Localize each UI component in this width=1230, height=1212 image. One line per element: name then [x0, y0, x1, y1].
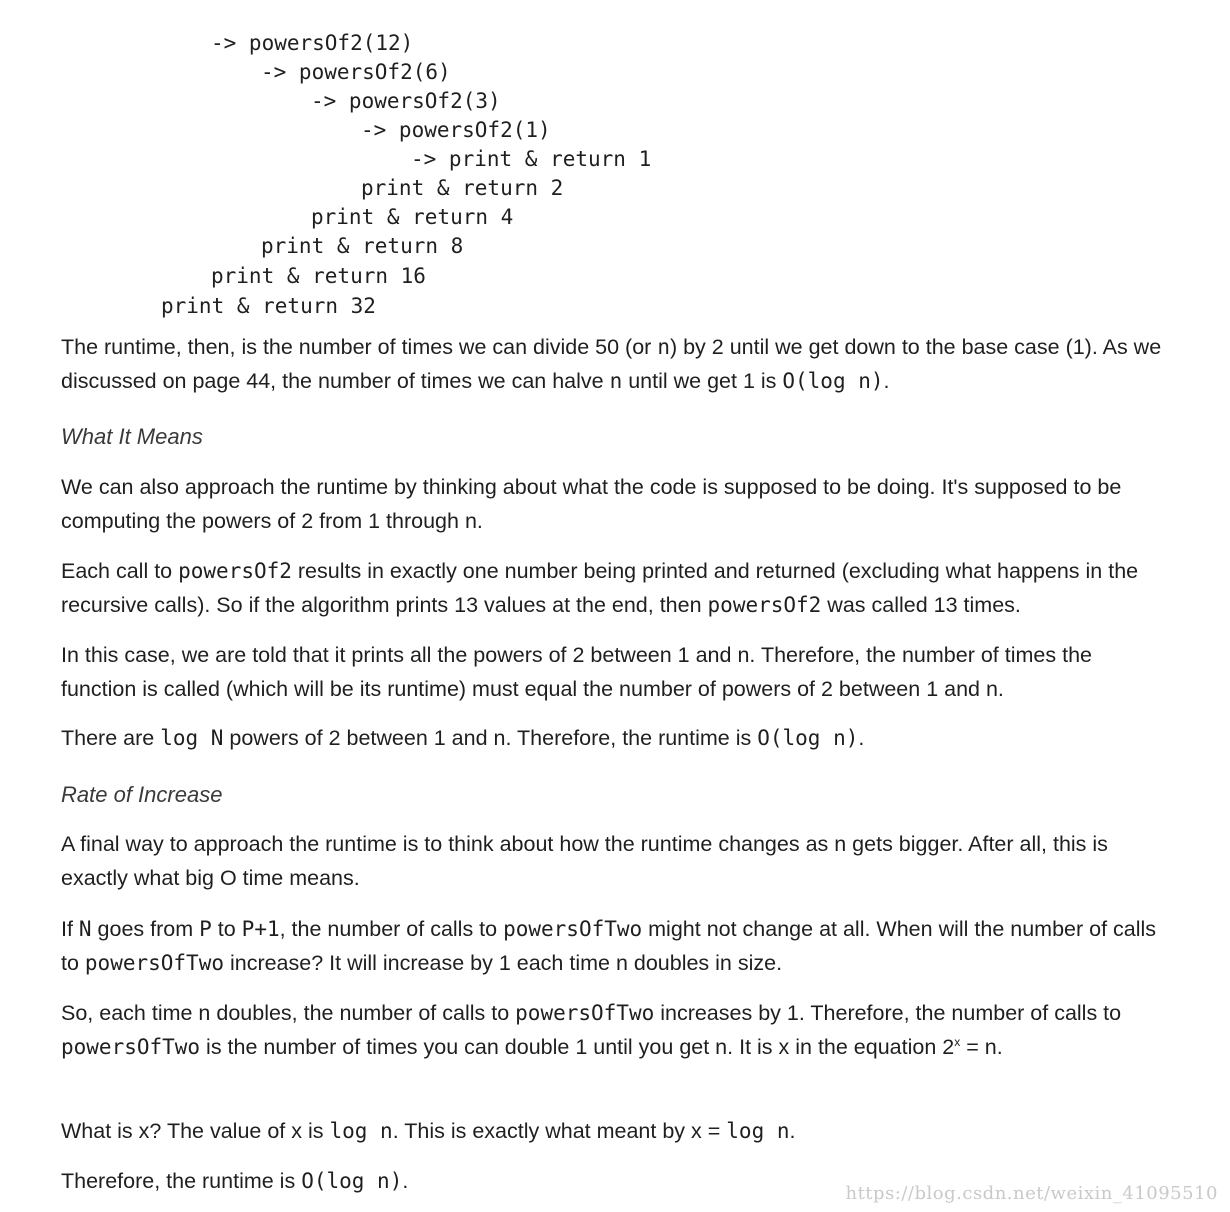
equation-paragraph: So, each time n doubles, the number of calls to powersOfTwo increases by 1. Therefore, the number of calls to powersOfTwo is the number of times you can double 1 until you get n. It is x in the equation $2^x = n$.: [61, 1001, 1122, 1059]
conclusion-paragraph: Therefore, the runtime is O(log n).: [61, 1169, 409, 1193]
powers-paragraph: In this case, we are told that it prints all the powers of 2 between 1 and n. Therefore, the number of times the function is called (which will be its runtime) must equal the number of powers of 2 between 1 and n.: [61, 643, 1092, 701]
trace-line: print & return 2: [361, 176, 564, 200]
trace-line: -> powersOf2(1): [361, 118, 551, 142]
n-doubling-paragraph: If N goes from P to P+1, the number of calls to powersOfTwo might not change at all. When will the number of calls to powersOfTwo increase? It will increase by 1 each time n doubles in size.: [61, 917, 1157, 975]
trace-line: -> powersOf2(3): [311, 89, 501, 113]
trace-line: -> powersOf2(12): [211, 31, 414, 55]
trace-line: print & return 8: [261, 234, 464, 258]
final-approach-paragraph: A final way to approach the runtime is to think about how the runtime changes as n gets bigger. After all, this is exactly what big O time means.: [61, 832, 1108, 890]
log-paragraph: There are log N powers of 2 between 1 and n. Therefore, the runtime is O(log n).: [61, 726, 865, 750]
calls-paragraph: Each call to powersOf2 results in exactly one number being printed and returned (excluding what happens in the recursive calls). So if the algorithm prints 13 values at the end, then powersOf2 was called 13 times.: [61, 559, 1139, 617]
section-heading-rate-of-increase: Rate of Increase: [61, 782, 223, 807]
watermark: https://blog.csdn.net/weixin_41095510: [845, 1183, 1218, 1204]
approach-paragraph: We can also approach the runtime by thinking about what the code is supposed to be doing. It's supposed to be computing the powers of 2 from 1 through n.: [61, 475, 1122, 533]
trace-line: print & return 32: [161, 294, 376, 318]
section-heading-what-it-means: What It Means: [61, 424, 203, 449]
trace-line: print & return 16: [211, 264, 426, 288]
trace-line: print & return 4: [311, 205, 514, 229]
trace-line: -> powersOf2(6): [261, 60, 451, 84]
x-value-paragraph: What is x? The value of x is log n. This is exactly what meant by x = log n.: [61, 1119, 796, 1143]
trace-line: -> print & return 1: [411, 147, 652, 171]
runtime-paragraph: The runtime, then, is the number of times we can divide 50 (or n) by 2 until we get down to the base case (1). As we discussed on page 44, the number of times we can halve n until we get 1 is O(log n).: [61, 335, 1162, 393]
